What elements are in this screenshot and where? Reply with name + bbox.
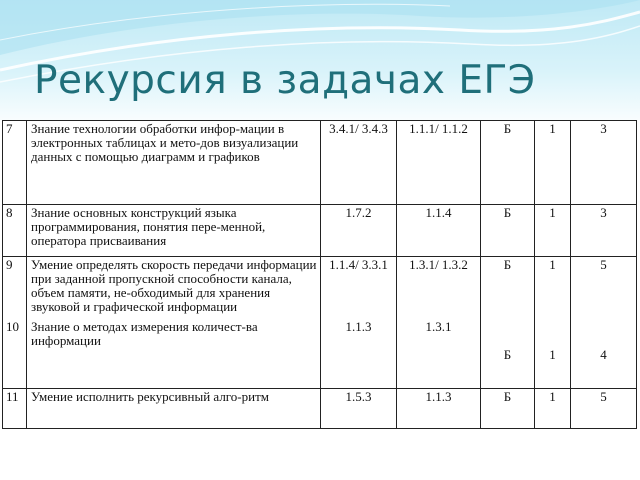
row-number: 10 (6, 319, 19, 334)
row-max: 1 (549, 257, 556, 272)
row-code-1: 1.1.4/ 3.3.1 (329, 257, 388, 272)
row-number: 8 (3, 205, 27, 257)
row-level: Б (503, 257, 512, 272)
table-image (0, 120, 640, 432)
row-code-2: 1.1.3 (397, 389, 481, 429)
row-description-pair (27, 257, 321, 389)
row-points-pair (571, 257, 637, 389)
row-max: 1 (535, 389, 571, 429)
row-level: Б (503, 347, 512, 362)
row-description: Знание о методах измерения количест-ва информации (31, 319, 258, 348)
row-code-2: 1.3.1 (425, 319, 452, 334)
row-max: 1 (535, 121, 571, 205)
row-code-1: 1.5.3 (321, 389, 397, 429)
row-number: 11 (3, 389, 27, 429)
row-description: Знание основных конструкций языка программирования, понятия пере-менной, оператора присваивания (27, 205, 321, 257)
row-points: 5 (600, 257, 607, 272)
table-row (3, 205, 637, 257)
row-points: 5 (571, 389, 637, 429)
row-level: Б (481, 205, 535, 257)
row-points: 3 (571, 205, 637, 257)
row-description: Знание технологии обработки инфор-мации в электронных таблицах и мето-дов визуализации данных с помощью диаграмм и графиков (27, 121, 321, 205)
row-code-1: 1.7.2 (321, 205, 397, 257)
row-max: 1 (535, 205, 571, 257)
row-code-1: 3.4.1/ 3.4.3 (321, 121, 397, 205)
row-max-pair (535, 257, 571, 389)
row-description: Умение определять скорость передачи информации при заданной пропускной способности канала, объем памяти, не-обходимый для хранения звуковой и графической информации (31, 257, 317, 314)
row-level-pair (481, 257, 535, 389)
row-description: Умение исполнить рекурсивный алго-ритм (27, 389, 321, 429)
slide-title: Рекурсия в задачах ЕГЭ (34, 58, 536, 103)
row-max: 1 (549, 347, 556, 362)
table-row (3, 257, 637, 389)
row-points: 3 (571, 121, 637, 205)
row-code-1: 1.1.3 (345, 319, 372, 334)
row-code-2-pair (397, 257, 481, 389)
row-level: Б (481, 389, 535, 429)
requirements-table (2, 120, 637, 429)
row-code-2: 1.3.1/ 1.3.2 (409, 257, 468, 272)
row-code-2: 1.1.1/ 1.1.2 (397, 121, 481, 205)
table-row (3, 389, 637, 429)
row-number-pair (3, 257, 27, 389)
row-code-1-pair (321, 257, 397, 389)
row-number: 9 (6, 257, 13, 272)
row-points: 4 (600, 347, 607, 362)
row-number: 7 (3, 121, 27, 205)
row-code-2: 1.1.4 (397, 205, 481, 257)
row-level: Б (481, 121, 535, 205)
table-row (3, 121, 637, 205)
